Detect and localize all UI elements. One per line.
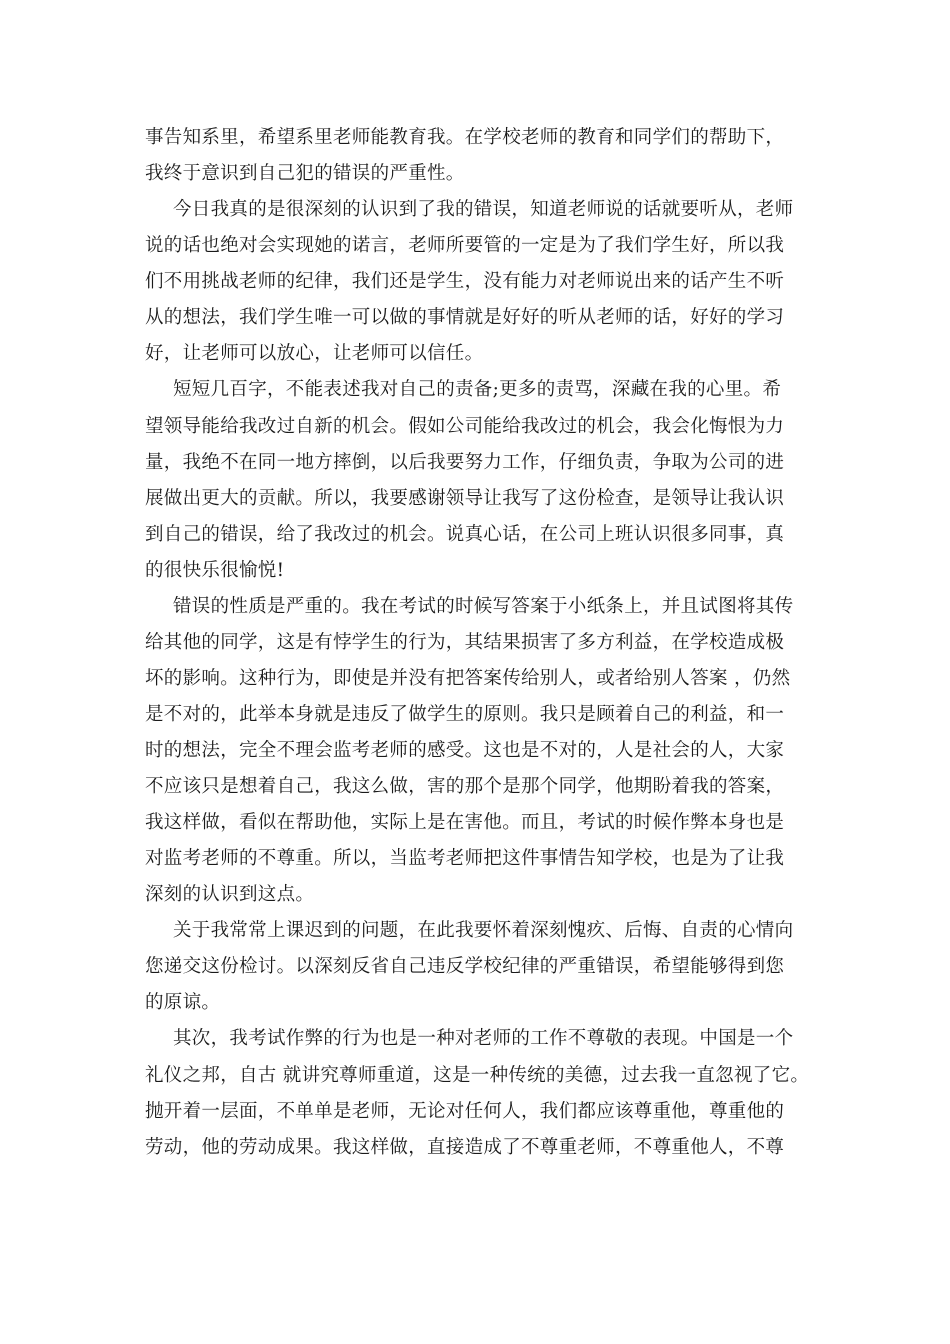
- text-line: 时的想法，完全不理会监考老师的感受。这也是不对的，人是社会的人，大家: [145, 740, 785, 761]
- paragraph-start-line: 错误的性质是严重的。我在考试的时候写答案于小纸条上，并且试图将其传: [173, 596, 794, 617]
- text-line: 的很快乐很愉悦!: [145, 560, 285, 581]
- text-line: 是不对的，此举本身就是违反了做学生的原则。我只是顾着自己的利益，和一: [145, 704, 785, 725]
- text-line: 展做出更大的贡献。所以，我要感谢领导让我写了这份检查，是领导让我认识: [145, 488, 785, 509]
- text-line: 好，让老师可以放心，让老师可以信任。: [145, 343, 484, 364]
- text-line: 我终于意识到自己犯的错误的严重性。: [145, 163, 465, 184]
- text-line: 坏的影响。这种行为，即使是并没有把答案传给别人，或者给别人答案 ，仍然: [145, 668, 791, 689]
- text-line: 说的话也绝对会实现她的诺言，老师所要管的一定是为了我们学生好，所以我: [145, 235, 785, 256]
- text-line: 深刻的认识到这点。: [145, 884, 315, 905]
- text-line: 的原谅。: [145, 992, 221, 1013]
- text-line: 量，我绝不在同一地方摔倒，以后我要努力工作，仔细负责，争取为公司的进: [145, 452, 785, 473]
- text-line: 劳动，他的劳动成果。我这样做，直接造成了不尊重老师，不尊重他人，不尊: [145, 1137, 785, 1158]
- text-line: 从的想法，我们学生唯一可以做的事情就是好好的听从老师的话，好好的学习: [145, 307, 785, 328]
- text-line: 给其他的同学，这是有悖学生的行为，其结果损害了多方利益，在学校造成极: [145, 632, 785, 653]
- text-line: 不应该只是想着自己，我这么做，害的那个是那个同学，他期盼着我的答案，: [145, 776, 785, 797]
- paragraph-start-line: 今日我真的是很深刻的认识到了我的错误，知道老师说的话就要听从，老师: [173, 199, 794, 220]
- paragraph-start-line: 其次，我考试作弊的行为也是一种对老师的工作不尊敬的表现。中国是一个: [173, 1028, 794, 1049]
- text-line: 事告知系里，希望系里老师能教育我。在学校老师的教育和同学们的帮助下，: [145, 127, 785, 148]
- text-line: 抛开着一层面，不单单是老师，无论对任何人，我们都应该尊重他，尊重他的: [145, 1101, 785, 1122]
- paragraph-start-line: 关于我常常上课迟到的问题，在此我要怀着深刻愧疚、后悔、自责的心情向: [173, 920, 794, 941]
- text-line: 您递交这份检讨。以深刻反省自己违反学校纪律的严重错误，希望能够得到您: [145, 956, 785, 977]
- text-line: 到自己的错误，给了我改过的机会。说真心话，在公司上班认识很多同事，真: [145, 524, 785, 545]
- paragraph-start-line: 短短几百字，不能表述我对自己的责备;更多的责骂，深藏在我的心里。希: [173, 379, 782, 400]
- text-line: 对监考老师的不尊重。所以，当监考老师把这件事情告知学校，也是为了让我: [145, 848, 785, 869]
- text-line: 我这样做，看似在帮助他，实际上是在害他。而且，考试的时候作弊本身也是: [145, 812, 785, 833]
- text-line: 们不用挑战老师的纪律，我们还是学生，没有能力对老师说出来的话产生不听: [145, 271, 785, 292]
- text-line: 望领导能给我改过自新的机会。假如公司能给我改过的机会，我会化悔恨为力: [145, 416, 785, 437]
- text-line: 礼仪之邦，自古 就讲究尊师重道，这是一种传统的美德，过去我一直忽视了它。: [145, 1065, 810, 1086]
